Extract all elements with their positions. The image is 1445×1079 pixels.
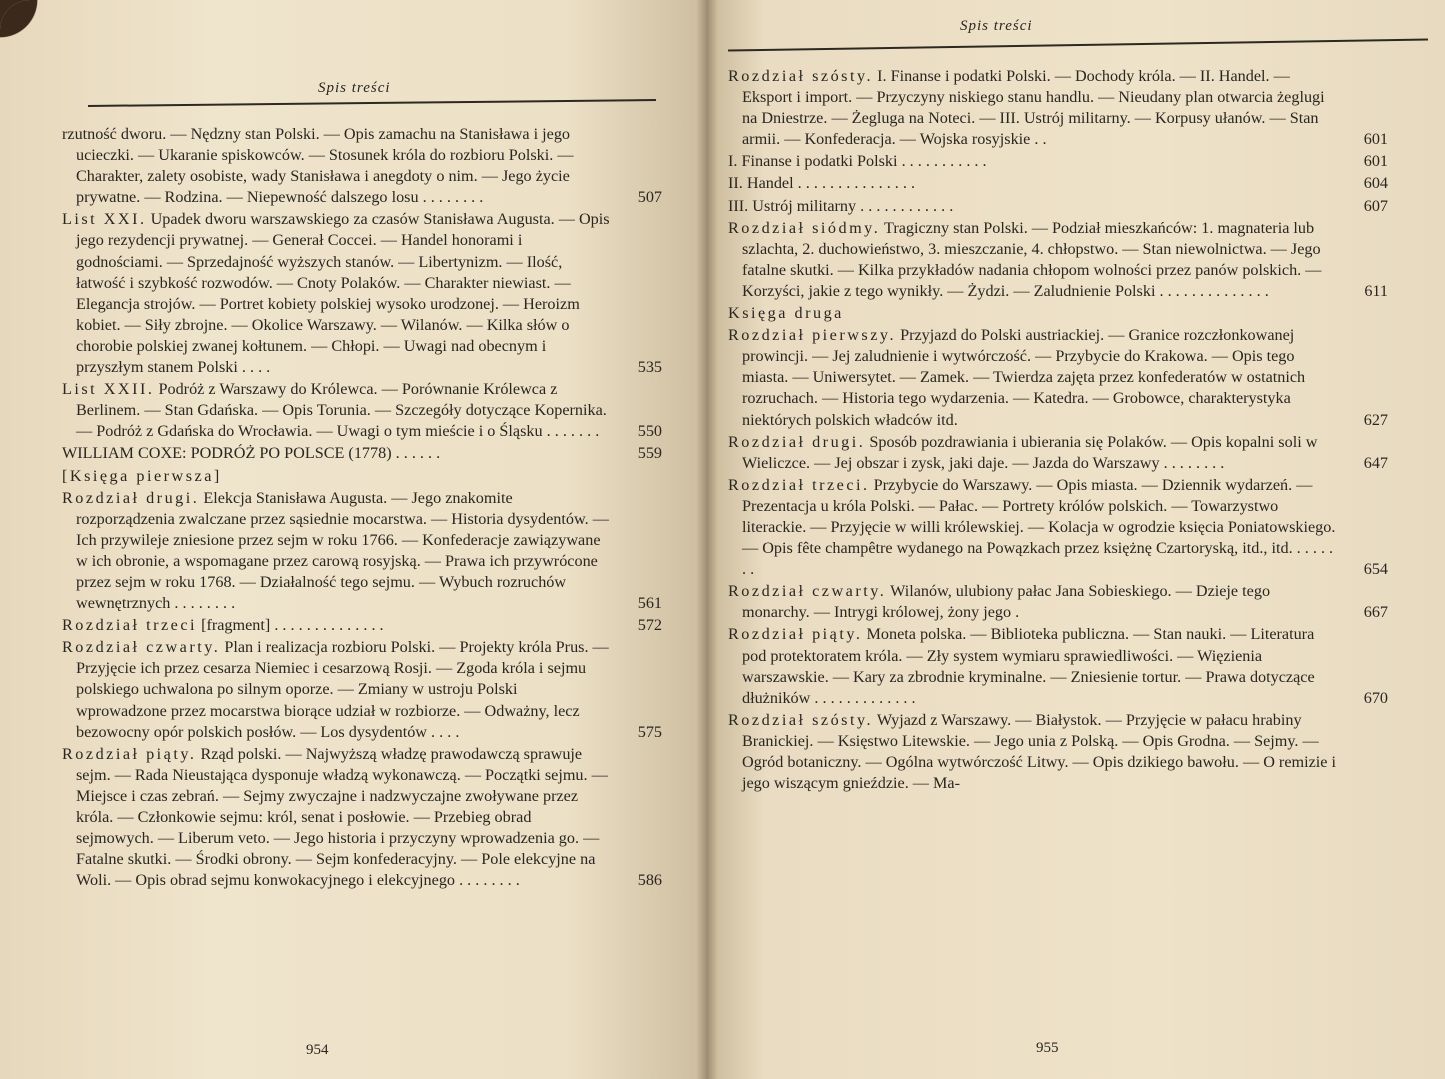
- entry-page-number: 559: [637, 444, 662, 463]
- entry-text: rzutność dworu. — Nędzny stan Polski. — Opis zamachu na Stanisława i jego ucieczki. — Ukaranie spiskowców. — Stosunek króla do rozbioru Polski. — Charakter, zalety osobiste, wady Stanisława i anegdoty o nim. — Jego życie prywatne. — Rodzina. — Niepewność dalszego losu . . . . . . . .: [62, 125, 574, 207]
- entry-text: WILLIAM COXE: PODRÓŻ PO POLSCE (1778) . . . . . .: [62, 444, 441, 463]
- entry-lead: Rozdział piąty.: [62, 744, 197, 763]
- entry-lead: List XXII.: [62, 380, 155, 399]
- entry-page-number: 572: [637, 616, 662, 635]
- entry-page-number: 670: [1363, 688, 1388, 707]
- left-header-rule: [88, 99, 656, 107]
- entry-text: [fragment] . . . . . . . . . . . . . .: [201, 616, 384, 635]
- entry-text: Tragiczny stan Polski. — Podział mieszkańców: 1. magnateria lub szlachta, 2. duchowieństwo, 3. mieszczanie, 4. chłopstwo. — Stan niewolnictwa. — Jego fatalne skutki. — Kilka przykładów nadania chłopom wolności przez panów polskich. — Korzyści, jakie z tego wynikły. — Żydzi. — Zaludnienie Polski . . . . . . . . . . . . . .: [742, 218, 1322, 300]
- entry-lead: List XXI.: [62, 210, 147, 229]
- entry-lead: Rozdział trzeci: [62, 616, 198, 635]
- entry-text: Rząd polski. — Najwyższą władzę prawodawczą sprawuje sejm. — Rada Nieustająca dysponuje władzą wykonawczą. — Początki sejmu. — Miejsce i czas zebrań. — Sejmy zwyczajne i nadzwyczajne zwoływane przez króla. — Członkowie sejmu: król, senat i posłowie. — Przebieg obrad sejmowych. — Liberum veto. — Jego historia i przyczyny wprowadzenia go. — Fatalne skutki. — Środki obrony. — Sejm konfederacyjny. — Pole elekcyjne na Woli. — Opis obrad sejmu konwokacyjnego i elekcyjnego . . . . . . . .: [76, 744, 608, 890]
- toc-entry: [62, 443, 662, 464]
- left-page-number: 954: [306, 1042, 329, 1058]
- entry-page-number: 535: [637, 358, 662, 377]
- entry-page-number: 604: [1363, 174, 1388, 193]
- entry-page-number: 654: [1363, 560, 1388, 579]
- toc-entry: [728, 432, 1388, 474]
- entry-text: Sposób pozdrawiania i ubierania się Polaków. — Opis kopalni soli w Wieliczce. — Jej obszar i zysk, jaki daje. — Jazda do Warszawy . . . . . . . .: [742, 432, 1318, 472]
- toc-entry: [728, 710, 1388, 794]
- entry-lead: Rozdział drugi.: [728, 432, 866, 451]
- entry-text: Elekcja Stanisława Augusta. — Jego znakomite rozporządzenia zwalczane przez sąsiednie mocarstwa. — Historia dysydentów. — Ich przywileje zniesione przez sejm w roku 1766. — Konfederacje zawiązywane w ich obronie, a wspomagane przez carową rosyjską. — Prawa ich przywrócone przez sejm w roku 1768. — Działalność tego sejmu. — Wybuch rozruchów wewnętrznych . . . . . . . .: [76, 488, 609, 613]
- entry-text: Plan i realizacja rozbioru Polski. — Projekty króla Prus. — Przyjęcie ich przez cesarza Niemiec i cesarzową Rosji. — Zgoda króla i sejmu polskiego uchwalona po silnym oporze. — Zmiany w ustroju Polski wprowadzone przez mocarstwa biorące udział w rozbiorze. — Odważny, lecz bezowocny opór polskich posłów. — Los dysydentów . . . .: [76, 638, 609, 741]
- entry-page-number: 601: [1363, 152, 1388, 171]
- entry-lead: Rozdział czwarty.: [62, 638, 221, 657]
- toc-entry: [728, 325, 1388, 430]
- left-running-header: Spis treści: [318, 80, 391, 96]
- entry-page-number: 627: [1363, 410, 1388, 429]
- left-toc-list: [62, 124, 662, 892]
- entry-text: Upadek dworu warszawskiego za czasów Stanisława Augusta. — Opis jego rezydencji prywatnej. — Generał Coccei. — Handel honorami i godnościami. — Sprzedajność wyższych stanów. — Libertynizm. — Ilość, łatwość i szybkość rozwodów. — Cnoty Polaków. — Charakter niewiast. — Elegancja strojów. — Portret kobiety polskiej wysoko urodzonej. — Heroizm kobiet. — Siły zbrojne. — Okolice Warszawy. — Wilanów. — Kilka słów o chorobie polskiej zwanej kołtunem. — Chłopi. — Uwagi nad obecnym i przyszłym stanem Polski . . . .: [76, 210, 610, 377]
- right-running-header: Spis treści: [960, 18, 1033, 34]
- entry-lead: Rozdział szósty.: [728, 710, 874, 729]
- entry-page-number: 647: [1363, 453, 1388, 472]
- entry-page-number: 586: [637, 871, 662, 890]
- toc-entry: [728, 303, 1388, 324]
- entry-page-number: 507: [637, 188, 662, 207]
- entry-text: III. Ustrój militarny . . . . . . . . . . . .: [728, 196, 954, 215]
- entry-text: I. Finanse i podatki Polski. — Dochody króla. — II. Handel. — Eksport i import. — Przyczyny niskiego stanu handlu. — Nieudany plan otwarcia żeglugi na Dniestrze. — Żegluga na Noteci. — III. Ustrój militarny. — Korpusy ułanów. — Stan armii. — Konfederacja. — Wojska rosyjskie . .: [742, 67, 1325, 149]
- entry-page-number: 607: [1363, 196, 1388, 215]
- page-corner-shadow: [0, 0, 70, 60]
- toc-entry: [62, 744, 662, 892]
- entry-lead: Rozdział drugi.: [62, 488, 200, 507]
- toc-entry: [62, 637, 662, 742]
- entry-lead: Rozdział siódmy.: [728, 218, 881, 237]
- toc-entry: [728, 151, 1388, 172]
- entry-text: Przyjazd do Polski austriackiej. — Granice rozczłonkowanej prowincji. — Jej zaludnienie i wytwórczość. — Przybycie do Krakowa. — Opis tego miasta. — Uniwersytet. — Zamek. — Twierdza zajęta przez konfederatów w ostatnich rozruchach. — Historia tego wydarzenia. — Katedra. — Grobowce, charakterystyka niektórych polskich władców itd.: [742, 326, 1306, 429]
- toc-entry: [728, 173, 1388, 194]
- entry-text: II. Handel . . . . . . . . . . . . . . .: [728, 174, 916, 193]
- entry-lead: Rozdział czwarty.: [728, 582, 887, 601]
- entry-page-number: 550: [637, 422, 662, 441]
- entry-text: Wilanów, ulubiony pałac Jana Sobieskiego. — Dzieje tego monarchy. — Intrygi królowej, żony jego .: [742, 582, 1271, 622]
- toc-entry: [62, 209, 662, 378]
- entry-page-number: 667: [1363, 603, 1388, 622]
- toc-entry: [62, 488, 662, 615]
- entry-page-number: 611: [1364, 281, 1388, 300]
- right-page: [706, 0, 1445, 1079]
- entry-text: Wyjazd z Warszawy. — Białystok. — Przyjęcie w pałacu hrabiny Branickiej. — Księstwo Litewskie. — Jego unia z Polską. — Opis Grodna. — Sejmy. — Ogród botaniczny. — Ogólna wytwórczość Litwy. — Opis dzikiego bawołu. — O remizie i jego wiszącym gnieździe. — Ma-: [742, 710, 1337, 793]
- entry-text: I. Finanse i podatki Polski . . . . . . . . . . .: [728, 152, 987, 171]
- entry-lead: Rozdział trzeci.: [728, 475, 870, 494]
- toc-entry: [62, 124, 662, 208]
- entry-lead: Rozdział piąty.: [728, 625, 863, 644]
- entry-lead: Rozdział szósty.: [728, 67, 874, 85]
- entry-lead: Rozdział pierwszy.: [728, 326, 897, 345]
- right-toc-list: [728, 66, 1388, 795]
- toc-entry: [62, 615, 662, 636]
- toc-entry: [728, 475, 1388, 580]
- entry-text: Podróż z Warszawy do Królewca. — Porównanie Królewca z Berlinem. — Stan Gdańska. — Opis Torunia. — Szczegóły dotyczące Kopernika. — Podróż z Gdańska do Wrocławia. — Uwagi o tym mieście i o Śląsku . . . . . . .: [76, 380, 607, 441]
- toc-entry: [728, 196, 1388, 217]
- entry-text: Przybycie do Warszawy. — Opis miasta. — Dziennik wydarzeń. — Prezentacja u króla Polski. — Pałac. — Portrety królów polskich. — Towarzystwo literackie. — Przyjęcie w willi królewskiej. — Kolacja w ogrodzie księcia Poniatowskiego. — Opis fête champêtre wydanego na Powązkach przez księżnę Czartoryską, itd., itd. . . . . . . .: [742, 475, 1336, 579]
- right-header-rule: [728, 39, 1428, 52]
- left-page: [0, 0, 706, 1079]
- entry-page-number: 601: [1363, 130, 1388, 149]
- entry-lead: Księga druga: [728, 304, 844, 323]
- toc-entry: [728, 218, 1388, 302]
- right-page-number: 955: [1036, 1040, 1059, 1056]
- entry-page-number: 575: [637, 722, 662, 741]
- toc-entry: [728, 624, 1388, 708]
- toc-entry: [728, 581, 1388, 623]
- toc-entry: [728, 66, 1388, 150]
- book-gutter: [696, 0, 718, 1079]
- entry-text: Moneta polska. — Biblioteka publiczna. — Stan nauki. — Literatura pod protektoratem króla. — Zły system wymiaru sprawiedliwości. — Więzienia warszawskie. — Kary za zbrodnie kryminalne. — Zniesienie tortur. — Prawa dotyczące dłużników . . . . . . . . . . . . .: [742, 625, 1315, 707]
- entry-lead: [Księga pierwsza]: [62, 466, 222, 485]
- toc-entry: [62, 466, 662, 487]
- entry-page-number: 561: [637, 594, 662, 613]
- toc-entry: [62, 379, 662, 442]
